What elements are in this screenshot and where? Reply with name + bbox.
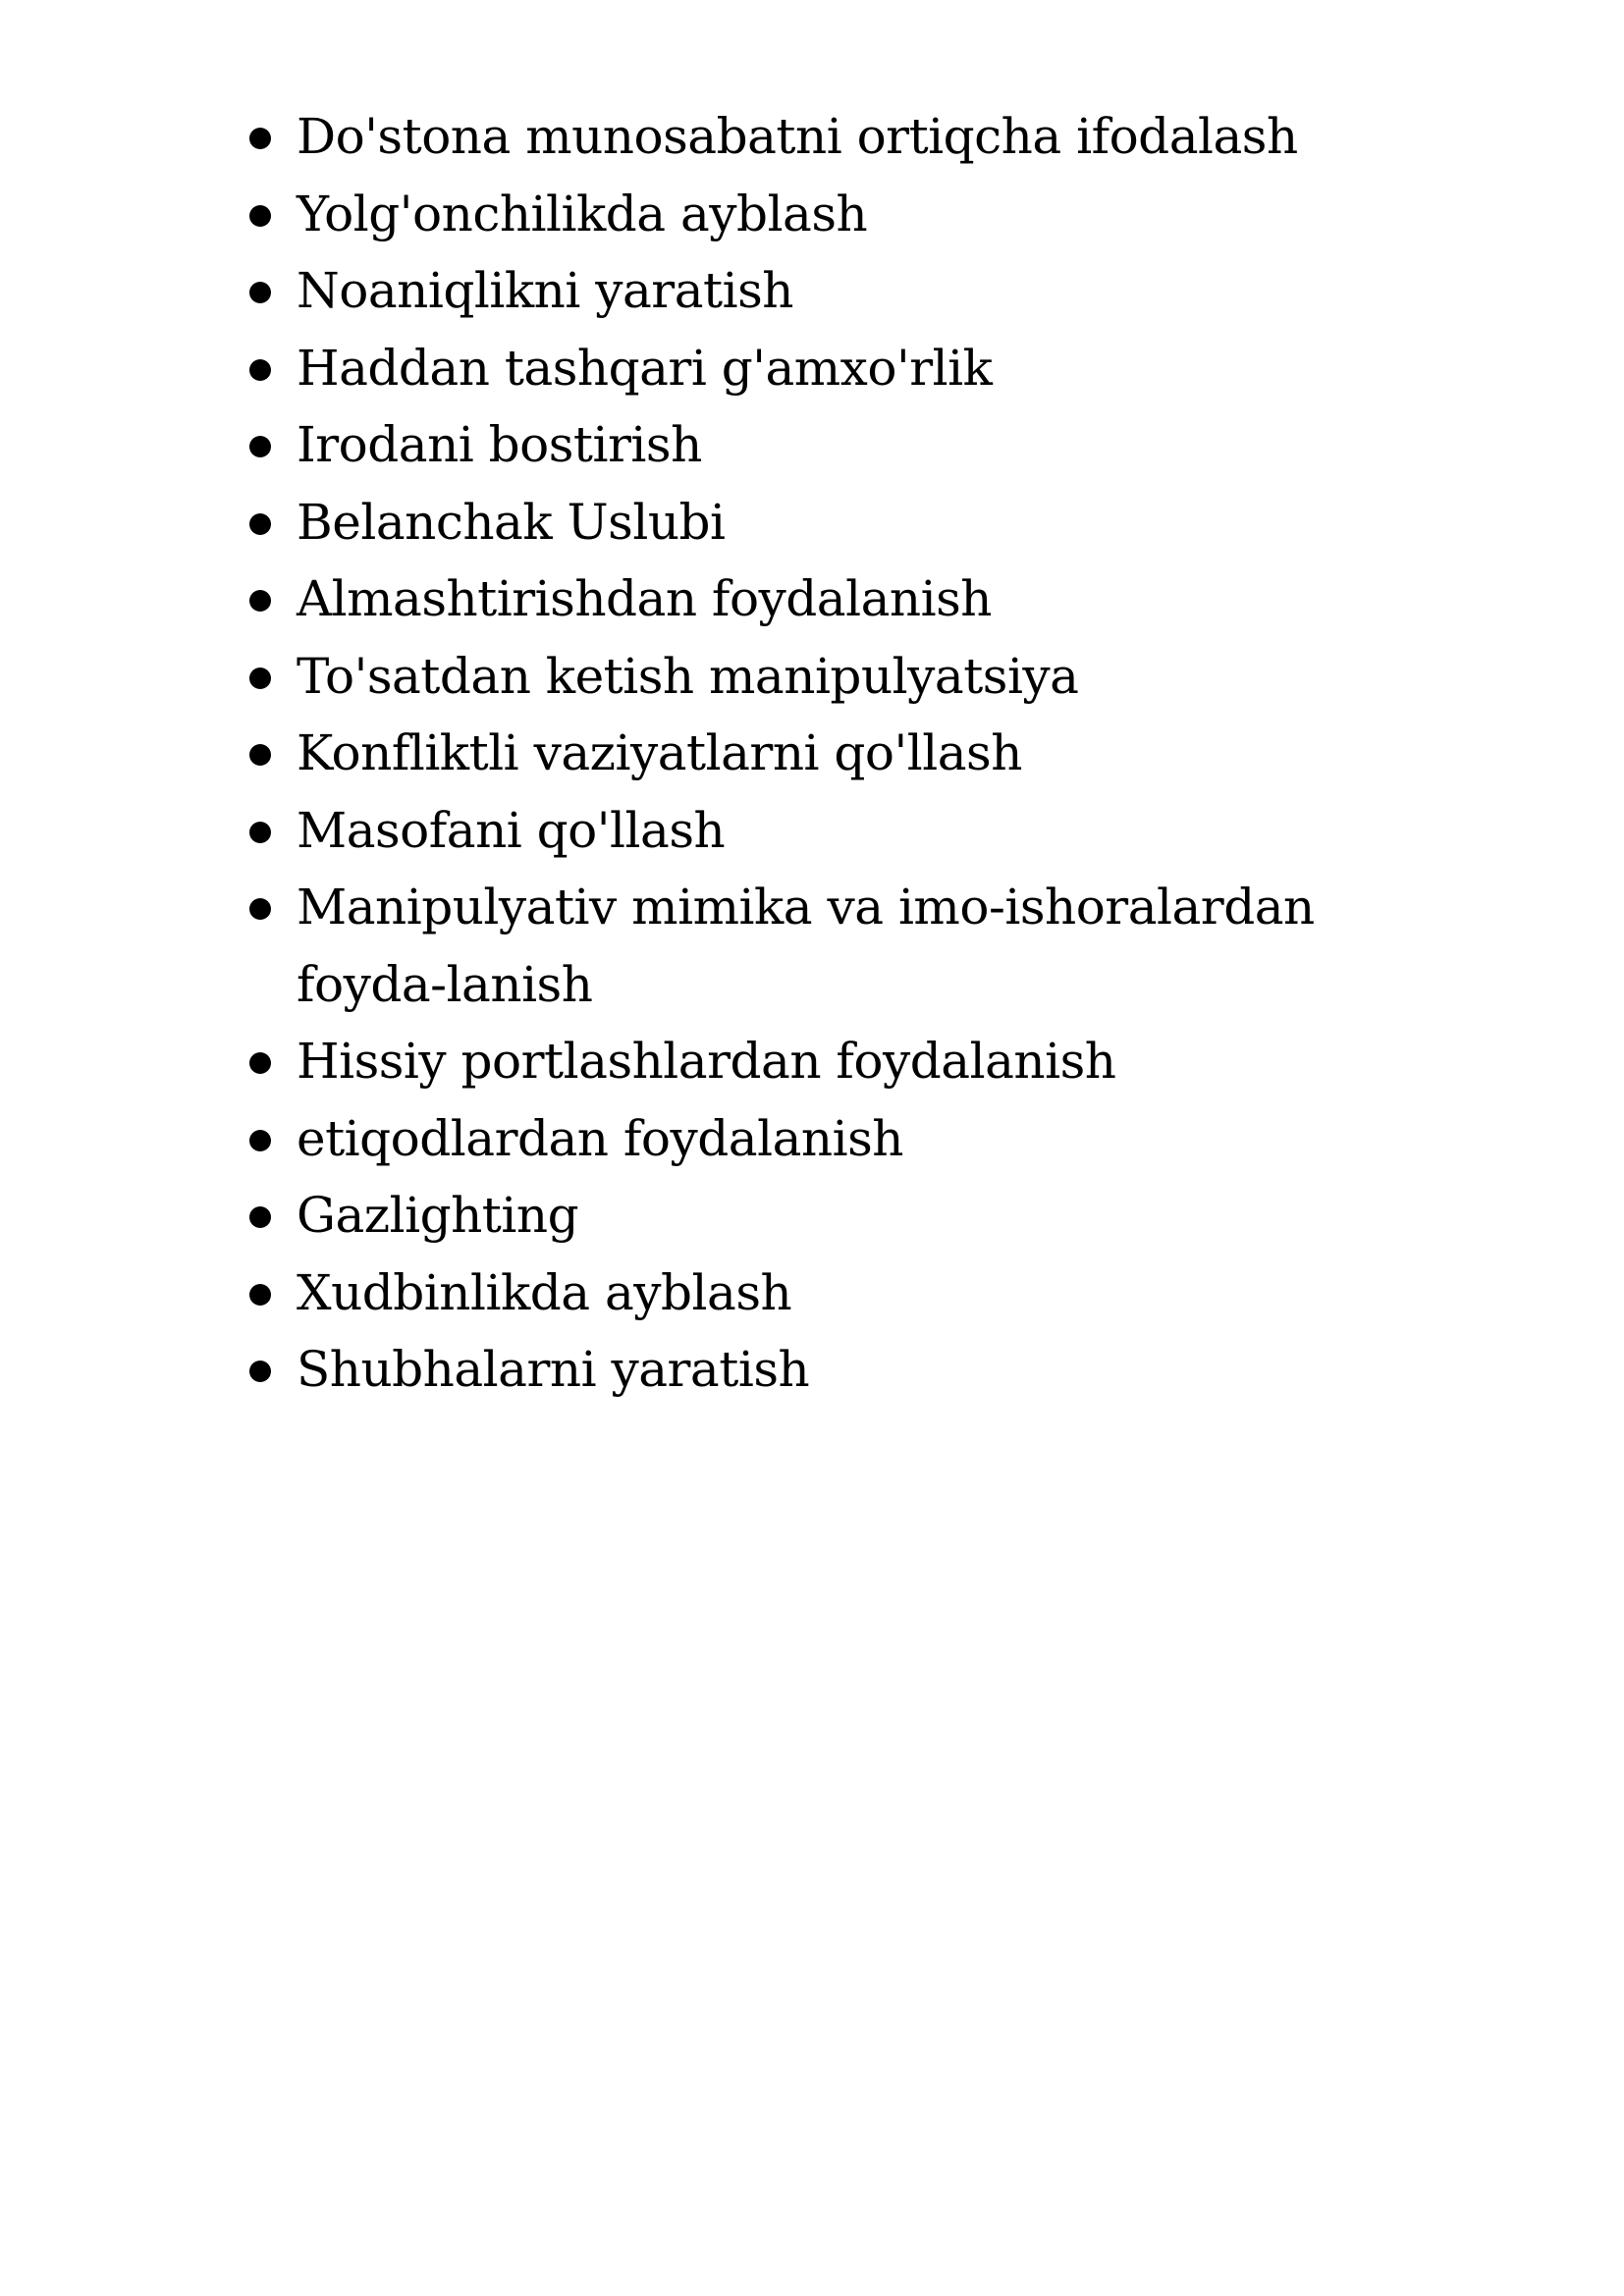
list-item-text: Masofani qo'llash (297, 801, 726, 859)
bullet-icon (249, 1206, 271, 1228)
list-item (297, 715, 1455, 792)
list-item-text: Irodani bostirish (297, 416, 702, 473)
bullet-icon (249, 282, 271, 303)
bullet-icon (249, 898, 271, 920)
list-item-text: Noaniqlikni yaratish (297, 262, 793, 319)
list-item (297, 98, 1455, 176)
bullet-icon (249, 822, 271, 843)
bullet-icon (249, 1052, 271, 1074)
list-item (297, 1255, 1455, 1332)
list-item-text: Belanchak Uslubi (297, 493, 726, 551)
list-item (297, 1023, 1455, 1100)
list-item-text: Shubhalarni yaratish (297, 1341, 810, 1398)
bullet-icon (249, 359, 271, 381)
list-item (297, 330, 1455, 407)
list-item (297, 252, 1455, 330)
bullet-icon (249, 590, 271, 612)
list-item-text: Almashtirishdan foydalanish (297, 570, 992, 627)
bullet-icon (249, 1361, 271, 1382)
list-item (297, 406, 1455, 484)
bullet-icon (249, 513, 271, 535)
list-item-text: Hissiy portlashlardan foydalanish (297, 1033, 1116, 1090)
bullet-icon (249, 1284, 271, 1306)
list-item (297, 561, 1455, 638)
list-item (297, 176, 1455, 253)
list-item-text: Manipulyativ mimika va imo-ishoralardan foyda-lanish (297, 879, 1315, 1013)
bullet-icon (249, 128, 271, 149)
list-item (297, 484, 1455, 561)
list-item-text: Konfliktli vaziyatlarni qo'llash (297, 724, 1022, 781)
list-item-text: Gazlighting (297, 1187, 579, 1244)
list-item (297, 792, 1455, 870)
bullet-icon (249, 436, 271, 457)
bullet-icon (249, 744, 271, 766)
list-item-text: Xudbinlikda ayblash (297, 1263, 792, 1321)
list-item-text: etiqodlardan foydalanish (297, 1109, 903, 1167)
list-item-text: Do'stona munosabatni ortiqcha ifodalash (297, 108, 1298, 165)
bullet-list (297, 98, 1455, 1409)
list-item (297, 1331, 1455, 1409)
list-item (297, 1100, 1455, 1178)
list-item (297, 1177, 1455, 1255)
list-item (297, 638, 1455, 716)
list-item-text: Yolg'onchilikda ayblash (297, 185, 868, 242)
list-item-text: Haddan tashqari g'amxo'rlik (297, 339, 993, 397)
bullet-icon (249, 205, 271, 227)
list-item (297, 869, 1455, 1023)
bullet-icon (249, 1130, 271, 1151)
list-item-text: To'satdan ketish manipulyatsiya (297, 647, 1079, 705)
bullet-icon (249, 667, 271, 689)
